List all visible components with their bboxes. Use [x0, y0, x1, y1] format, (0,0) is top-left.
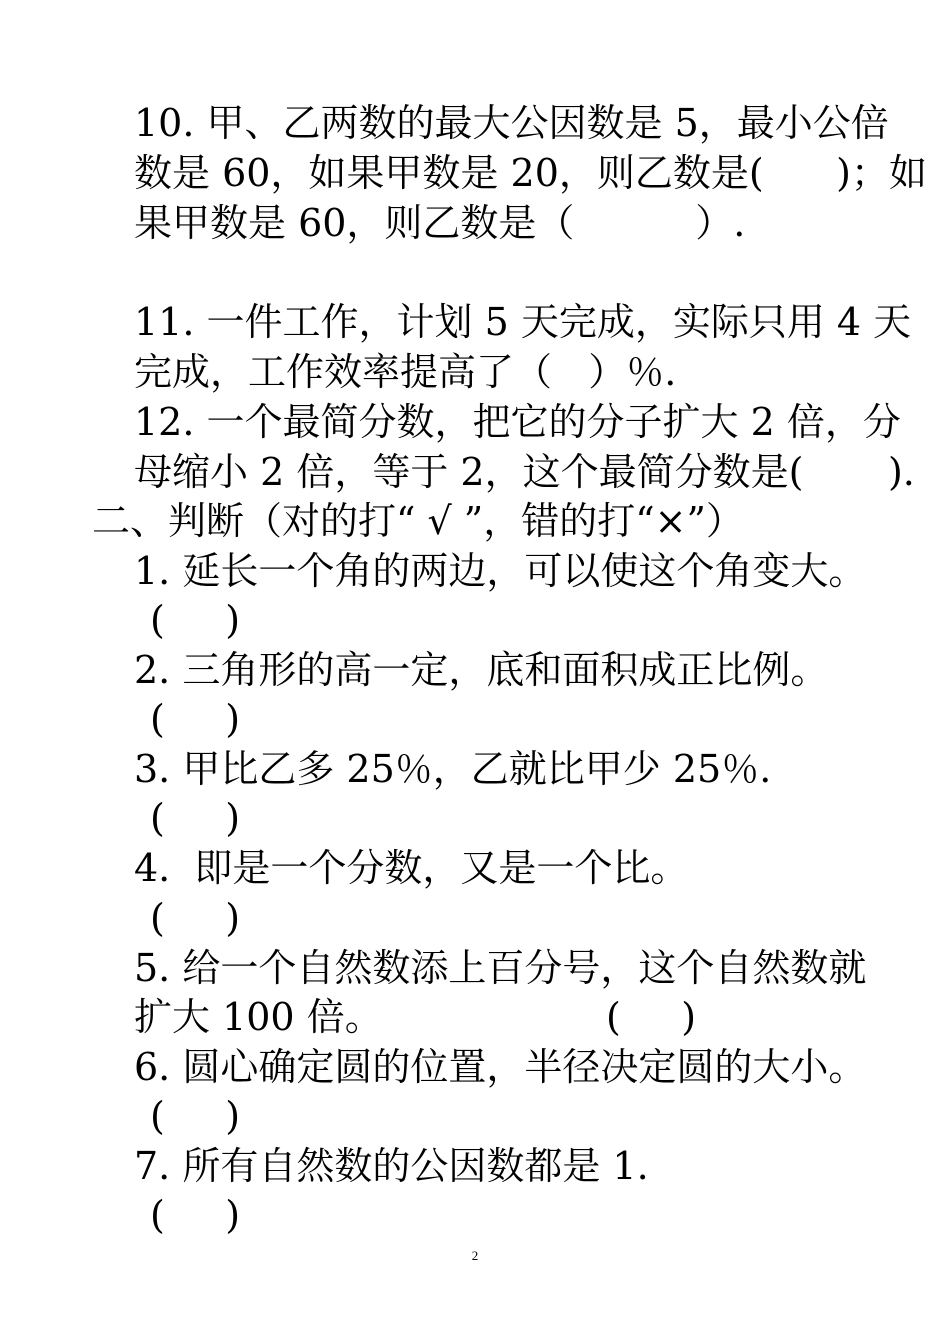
question-12-line-1: 12. 一个最简分数，把它的分子扩大 2 倍，分 [134, 400, 901, 444]
judgment-item-2-answer: ( ) [150, 697, 241, 741]
judgment-item-4-text: 4. 即是一个分数，又是一个比。 [134, 846, 689, 890]
judgment-item-1-answer: ( ) [150, 598, 241, 642]
section-2-heading: 二、判断（对的打“ √ ”，错的打“×”） [92, 499, 744, 543]
judgment-item-1-text: 1. 延长一个角的两边，可以使这个角变大。 [134, 549, 867, 593]
judgment-item-4-answer: ( ) [150, 896, 241, 940]
judgment-item-7-text: 7. 所有自然数的公因数都是 1. [134, 1144, 649, 1188]
judgment-item-2-text: 2. 三角形的高一定，底和面积成正比例。 [134, 648, 829, 692]
judgment-item-7-answer: ( ) [150, 1193, 241, 1237]
judgment-item-3-text: 3. 甲比乙多 25％，乙就比甲少 25％. [134, 747, 772, 791]
page-number: 2 [471, 1248, 479, 1263]
question-12-line-2: 母缩小 2 倍，等于 2，这个最简分数是( ). [134, 450, 915, 494]
judgment-item-6-answer: ( ) [150, 1094, 241, 1138]
question-10-line-3: 果甲数是 60，则乙数是（ ）. [134, 201, 746, 245]
question-10-line-1: 10. 甲、乙两数的最大公因数是 5，最小公倍 [134, 101, 889, 145]
judgment-item-6-text: 6. 圆心确定圆的位置，半径决定圆的大小。 [134, 1045, 867, 1089]
judgment-item-3-answer: ( ) [150, 796, 241, 840]
question-10-line-2: 数是 60，如果甲数是 20，则乙数是( )；如 [134, 151, 927, 195]
question-11-line-2: 完成，工作效率提高了（ ）％. [134, 350, 677, 394]
judgment-item-5-text: 5. 给一个自然数添上百分号，这个自然数就 [134, 946, 867, 990]
judgment-item-5-answer: ( ) [606, 995, 697, 1039]
question-11-line-1: 11. 一件工作，计划 5 天完成，实际只用 4 天 [134, 300, 912, 344]
judgment-item-5-text-continued: 扩大 100 倍。 [134, 995, 383, 1039]
